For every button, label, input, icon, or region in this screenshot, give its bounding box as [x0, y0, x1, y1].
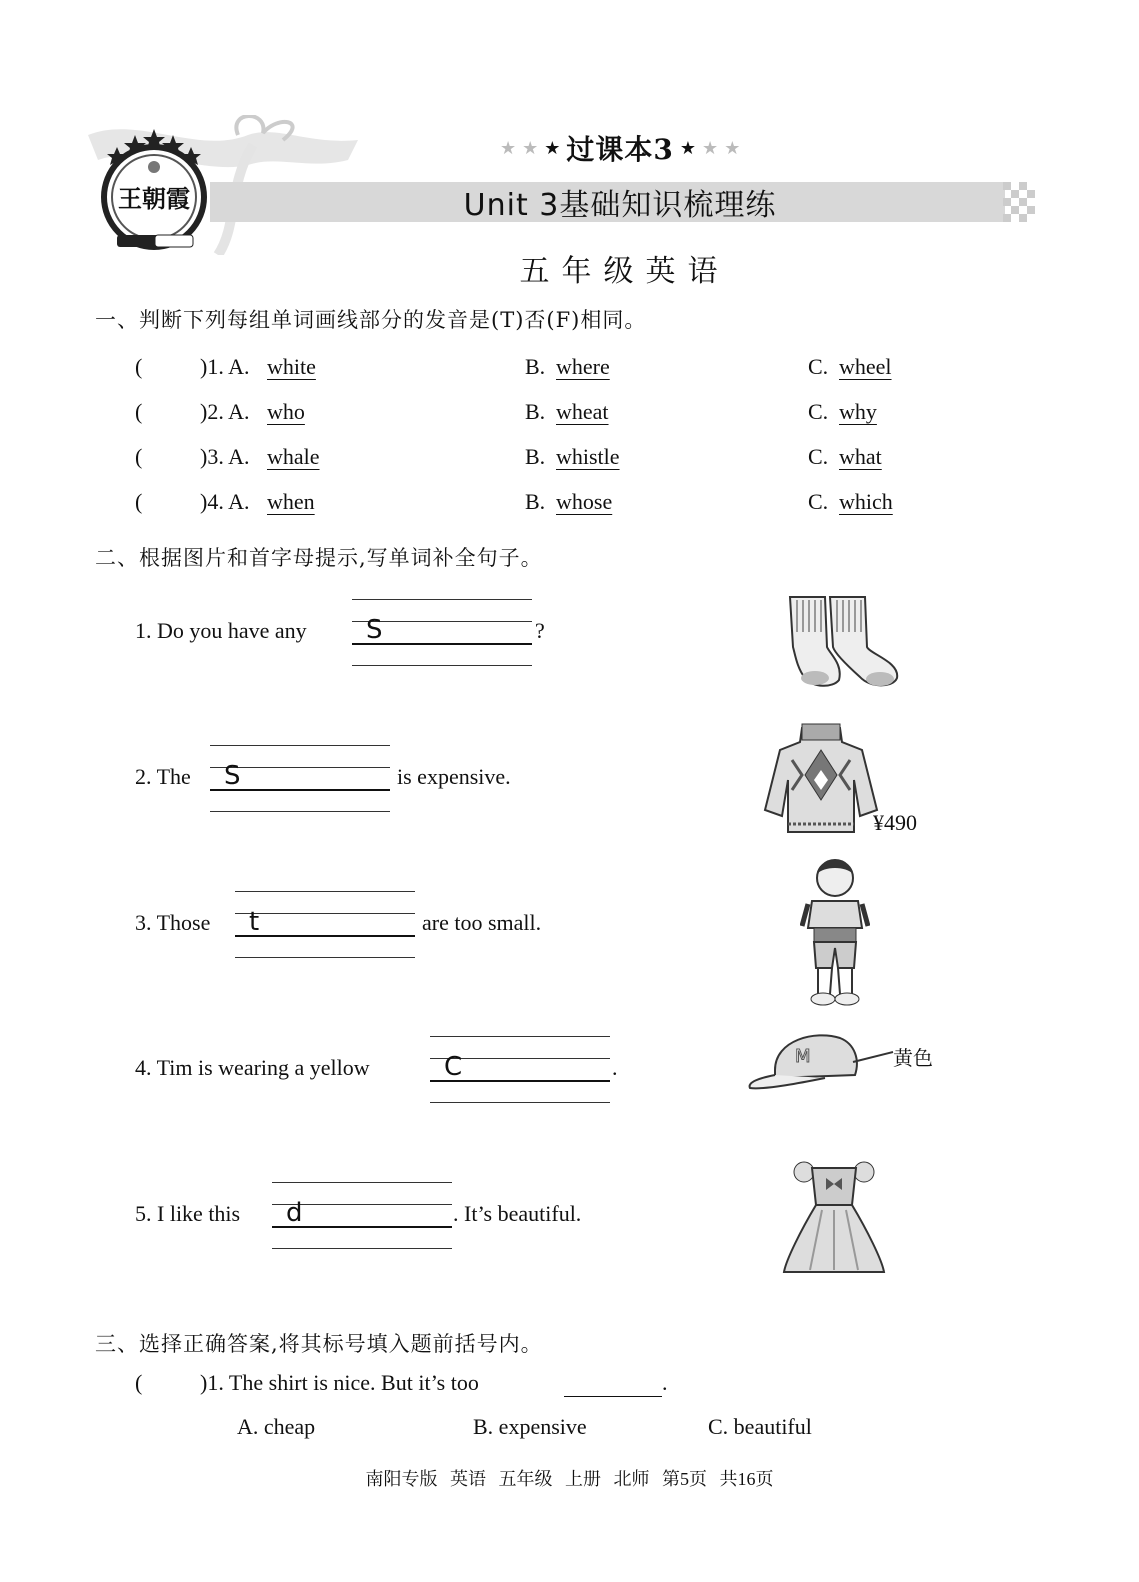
- option-c-prefix: C.: [808, 489, 829, 514]
- option-b-prefix: B.: [525, 489, 546, 514]
- sentence-start: 3. Those: [135, 910, 211, 935]
- subtitle: 五年级英语: [519, 254, 730, 289]
- option-a: A. cheap: [237, 1414, 316, 1439]
- sentence-end: .: [612, 1055, 618, 1080]
- writing-lines[interactable]: [352, 599, 532, 665]
- option-b-prefix: B.: [525, 444, 546, 469]
- option-a-word: white: [267, 354, 316, 379]
- writing-lines[interactable]: [235, 891, 415, 957]
- question-text: )1. The shirt is nice. But it’s too: [200, 1370, 479, 1395]
- part1-item: [135, 489, 1035, 519]
- sentence-start: 1. Do you have any: [135, 618, 307, 643]
- initial-letter-hint: C: [444, 1052, 463, 1082]
- socks-picture: [785, 592, 905, 690]
- initial-letter-hint: S: [224, 761, 241, 791]
- option-c-word: why: [839, 399, 877, 424]
- option-b-word: whose: [556, 489, 613, 514]
- option-c-prefix: C.: [808, 444, 829, 469]
- item-number: )2. A.: [200, 399, 250, 424]
- option-b-prefix: B.: [525, 354, 546, 379]
- part1-item: [135, 354, 1035, 384]
- answer-paren: (: [135, 1370, 143, 1395]
- part1-item: [135, 399, 1035, 429]
- sweater-picture: [762, 720, 880, 838]
- option-b-word: where: [556, 354, 610, 379]
- sentence-start: 4. Tim is wearing a yellow: [135, 1055, 370, 1080]
- section-1-heading: 一、判断下列每组单词画线部分的发音是(T)否(F)相同。: [95, 308, 647, 332]
- sentence-end: are too small.: [422, 910, 542, 935]
- writing-lines[interactable]: [430, 1036, 610, 1102]
- section-2-heading: 二、根据图片和首字母提示,写单词补全句子。: [95, 546, 543, 570]
- question-end: .: [662, 1370, 668, 1395]
- option-a-word: who: [267, 399, 305, 424]
- writing-lines[interactable]: [210, 745, 390, 811]
- section-3-heading: 三、选择正确答案,将其标号填入题前括号内。: [95, 1332, 543, 1356]
- page-footer: 南阳专版 英语 五年级 上册 北师 第5页 共16页: [365, 1469, 774, 1489]
- answer-blank[interactable]: [564, 1396, 662, 1397]
- item-number: )4. A.: [200, 489, 250, 514]
- sentence-start: 2. The: [135, 764, 191, 789]
- option-c-prefix: C.: [808, 399, 829, 424]
- brand-logo: [95, 125, 213, 255]
- part1-item: [135, 444, 1035, 474]
- answer-paren: (: [135, 444, 143, 469]
- sentence-end: is expensive.: [397, 764, 511, 789]
- item-number: )1. A.: [200, 354, 250, 379]
- option-b-word: wheat: [556, 399, 609, 424]
- option-a-word: whale: [267, 444, 320, 469]
- boy-in-trousers-picture: [800, 856, 870, 1008]
- sentence-start: 5. I like this: [135, 1201, 241, 1226]
- option-c-word: which: [839, 489, 893, 514]
- title-banner: [210, 182, 1005, 222]
- dress-picture: [782, 1160, 886, 1278]
- initial-letter-hint: t: [249, 907, 260, 937]
- color-label: 黄色: [893, 1046, 933, 1070]
- option-c-prefix: C.: [808, 354, 829, 379]
- option-c: C. beautiful: [708, 1414, 812, 1439]
- cap-picture: [745, 1030, 895, 1100]
- initial-letter-hint: d: [286, 1198, 303, 1228]
- checker-decoration: [1003, 182, 1037, 222]
- answer-paren: (: [135, 399, 143, 424]
- item-number: )3. A.: [200, 444, 250, 469]
- answer-paren: (: [135, 489, 143, 514]
- option-b-prefix: B.: [525, 399, 546, 424]
- price-label: ¥490: [873, 810, 917, 835]
- option-a-word: when: [267, 489, 315, 514]
- page-title: Unit 3基础知识梳理练: [463, 188, 777, 223]
- series-title: ★ ★ ★ 过课本3 ★ ★ ★: [500, 130, 740, 166]
- svg-text:王朝霞: 王朝霞: [118, 184, 190, 213]
- sentence-end: ?: [535, 618, 545, 643]
- option-b-word: whistle: [556, 444, 620, 469]
- option-c-word: wheel: [839, 354, 892, 379]
- svg-text:M: M: [795, 1046, 811, 1067]
- option-c-word: what: [839, 444, 882, 469]
- answer-paren: (: [135, 354, 143, 379]
- writing-lines[interactable]: [272, 1182, 452, 1248]
- sentence-end: . It’s beautiful.: [453, 1201, 582, 1226]
- option-b: B. expensive: [473, 1414, 587, 1439]
- initial-letter-hint: S: [366, 615, 383, 645]
- series-label: 过课本3: [566, 133, 674, 166]
